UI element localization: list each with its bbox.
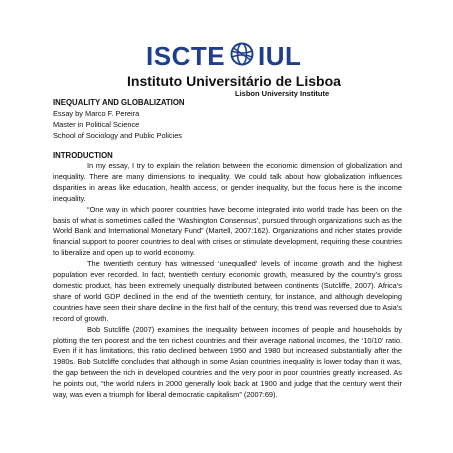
paragraph: The twentieth century has witnessed ‘unequalled’ levels of income growth and the highest population ever recorded. In fact, twentieth century economic growth, measured by the country’s gross domestic product, has been extremely unequally distributed between continents (Sutcliffe, 2007). Africa’s share of world GDP declined in the end of the twentieth century, for instance, and although developing countries have seen their share decline in the first half of the century, this trend was reversed due to Asia’s record of growth. bbox=[53, 259, 402, 323]
logo-word-iul: IUL bbox=[258, 41, 302, 71]
essay-author: Essay by Marco F. Pereira bbox=[53, 109, 140, 118]
paragraph: “One way in which poorer countries have become integrated into world trade has been on the basis of what is sometimes called the ‘Washington Consensus’, pursued through organizations such as the World Bank and International Monetary Fund” (Martell, 2007:162). Organizations and richer states provide financial support to poorer countries to deal with crises or stimulate development, requiring these countries to liberalize and open up to world economy. bbox=[53, 204, 402, 258]
institute-name-english: Lisbon University Institute bbox=[235, 89, 330, 98]
globe-icon bbox=[230, 42, 254, 66]
logo-word-iscte: ISCTE bbox=[146, 41, 226, 71]
essay-school: School of Sociology and Public Policies bbox=[53, 131, 183, 140]
logo-wordmark bbox=[146, 38, 311, 78]
paragraph: Bob Sutcliffe (2007) examines the inequality between incomes of people and households by plotting the ten poorest and the ten richest countries and their average national incomes, the ‘10/10’ ratio. Even if it has limitations, this ratio declined between 1950 and 1980 but increased substantially after the 1980s. Bob Sutcliffe concludes that although in some Asian countries inequality is lower today than it was, the gap between the rich in developed countries and the very poor in poor countries greatly increased. As he points out, “the world rulers in 2000 generally look back at 1900 and judge that the century went their way, was even a triumph for liberal democratic capitalism” (2007:69). bbox=[53, 324, 402, 400]
essay-body bbox=[53, 97, 402, 401]
section-heading: INTRODUCTION bbox=[53, 151, 113, 160]
essay-degree: Master in Political Science bbox=[53, 120, 140, 129]
institute-name: Instituto Universitário de Lisboa bbox=[127, 73, 341, 89]
essay-title: INEQUALITY AND GLOBALIZATION bbox=[53, 98, 185, 107]
paragraph: In my essay, I try to explain the relation between the economic dimension of globalization and inequality. There are many dimensions to inequality. We could talk about how globalization influences disparities in areas like education, health access, or gender inequality, but the focus here is the income inequality. bbox=[53, 161, 402, 203]
